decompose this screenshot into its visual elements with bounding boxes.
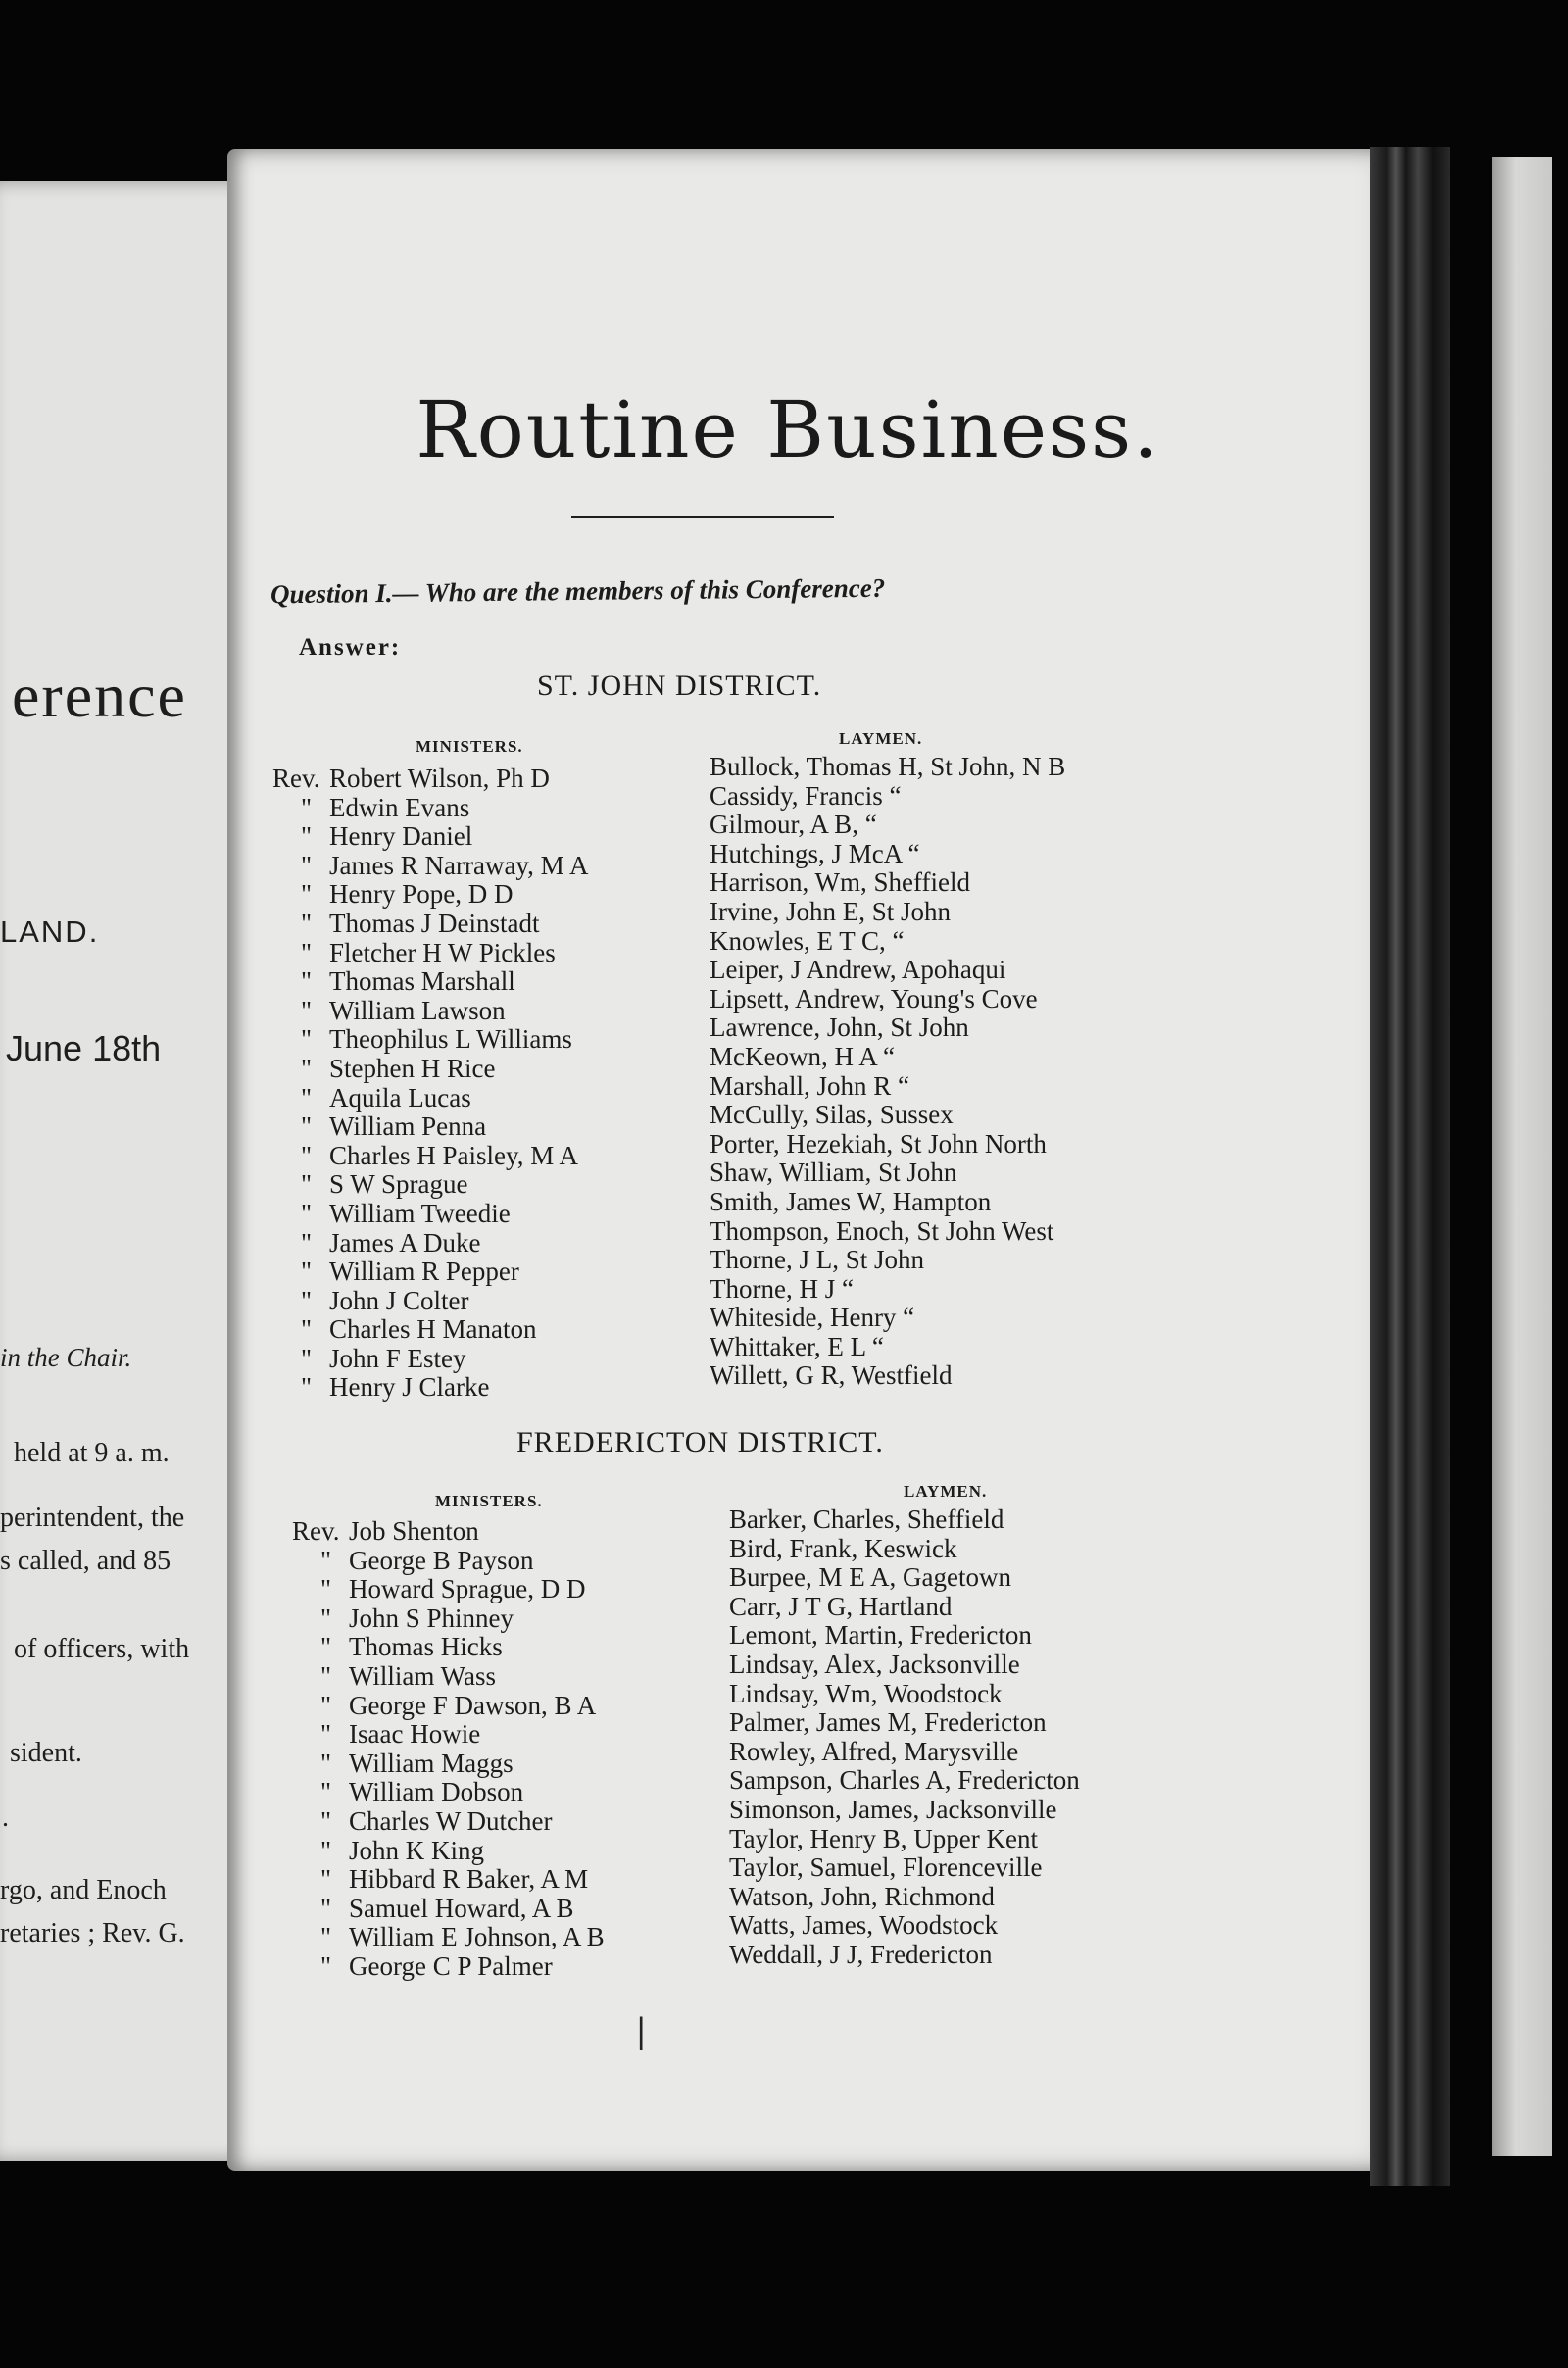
page-mark: | [637,2010,646,2051]
minister-prefix: " [300,1140,312,1170]
minister-row [272,1084,588,1113]
minister-name: Howard Sprague, D D [349,1574,586,1604]
minister-prefix: " [300,1024,312,1055]
minister-name: Hibbard R Baker, A M [349,1864,589,1895]
minister-prefix: " [300,1111,312,1142]
minister-row [292,1895,605,1924]
left-page-line: s called, and 85 [0,1546,172,1576]
minister-row [272,1142,588,1171]
layman-row: Cassidy, Francis “ [710,780,902,811]
left-page-fragment [0,181,257,2161]
minister-row [272,852,588,881]
layman-row: Lindsay, Alex, Jacksonville [729,1649,1020,1679]
layman-row: Lindsay, Wm, Woodstock [729,1678,1003,1708]
minister-prefix: " [300,792,312,822]
minister-row [292,1837,605,1866]
minister-name: Isaac Howie [349,1719,481,1750]
layman-row: McKeown, H A “ [710,1041,895,1071]
minister-prefix: " [319,1719,331,1750]
question-line: Question I.— Who are the members of this Conference? [270,572,886,610]
minister-row [292,1750,605,1779]
layman-row: Leiper, J Andrew, Apohaqui [710,955,1006,985]
left-page-line: retaries ; Rev. G. [0,1918,185,1949]
minister-name: Henry J Clarke [329,1372,490,1403]
minister-prefix: " [300,937,312,967]
minister-name: William R Pepper [329,1257,519,1287]
minister-prefix: " [300,850,312,880]
minister-name: Samuel Howard, A B [349,1893,574,1923]
minister-row [292,1633,605,1662]
minister-name: Thomas Hicks [349,1632,503,1662]
minister-row [292,1923,605,1952]
minister-row [292,1517,605,1547]
left-page-line: held at 9 a. m. [14,1438,170,1468]
layman-row: Lawrence, John, St John [710,1012,969,1043]
minister-name: Aquila Lucas [329,1082,471,1112]
minister-prefix: " [319,1545,331,1575]
minister-row [292,1807,605,1837]
minister-row [272,822,588,852]
minister-name: James A Duke [329,1227,481,1258]
minister-prefix: " [300,1227,312,1258]
minister-name: George F Dawson, B A [349,1690,597,1720]
minister-name: George B Payson [349,1545,534,1575]
minister-prefix: " [319,1805,331,1836]
minister-prefix: " [300,1372,312,1403]
minister-prefix: " [300,1053,312,1083]
minister-row [272,1258,588,1287]
minister-row [272,1315,588,1345]
minister-prefix: Rev. [292,1516,340,1546]
layman-row: Thorne, H J “ [710,1273,854,1304]
minister-prefix: " [319,1660,331,1691]
title-rule [571,516,834,518]
minister-name: John J Colter [329,1285,469,1315]
layman-row: Thorne, J L, St John [710,1245,924,1275]
answer-label: Answer: [299,634,402,661]
minister-row [292,1865,605,1895]
minister-prefix: " [300,879,312,910]
minister-row [292,1952,605,1982]
left-page-date-fragment: June 18th [6,1028,162,1068]
minister-prefix: " [319,1603,331,1633]
minister-row [272,1229,588,1258]
minister-prefix: " [300,1169,312,1200]
minister-prefix: " [319,1690,331,1720]
minister-prefix: " [319,1893,331,1923]
layman-row: Smith, James W, Hampton [710,1186,992,1216]
left-page-line: sident. [10,1738,82,1768]
layman-row: Irvine, John E, St John [710,896,951,926]
minister-prefix: " [319,1835,331,1865]
layman-row: Watts, James, Woodstock [729,1910,999,1941]
layman-row: Whittaker, E L “ [710,1331,884,1361]
minister-name: George C P Palmer [349,1950,553,1981]
minister-name: William Wass [349,1660,496,1691]
minister-prefix: " [319,1748,331,1778]
minister-prefix: Rev. [272,764,320,793]
ministers-header: MINISTERS. [416,737,523,756]
left-page-line: perintendent, the [0,1503,185,1533]
left-page-land-fragment: LAND. [0,914,100,949]
minister-row [272,765,588,794]
page-title: Routine Business. [416,384,1160,475]
minister-name: Charles W Dutcher [349,1805,553,1836]
minister-name: Henry Pope, D D [329,879,514,910]
layman-row: Lipsett, Andrew, Young's Cove [710,983,1038,1013]
minister-prefix: " [300,995,312,1025]
laymen-list-st-john [710,753,1065,1391]
minister-row [292,1778,605,1807]
layman-row: Marshall, John R “ [710,1070,909,1101]
layman-row: Knowles, E T C, “ [710,925,905,956]
minister-name: James R Narraway, M A [329,850,589,880]
minister-row [292,1692,605,1721]
left-page-line: of officers, with [14,1634,190,1664]
laymen-header: LAYMEN. [839,729,923,748]
minister-prefix: " [319,1922,331,1952]
minister-row [272,1112,588,1142]
minister-name: William E Johnson, A B [349,1922,605,1952]
layman-row: Gilmour, A B, “ [710,810,877,840]
minister-name: Thomas Marshall [329,966,515,997]
minister-name: Robert Wilson, Ph D [329,764,550,793]
minister-row [292,1604,605,1634]
minister-row [272,1345,588,1374]
layman-row: Sampson, Charles A, Fredericton [729,1765,1080,1796]
minister-row [272,1373,588,1403]
minister-name: William Maggs [349,1748,514,1778]
minister-name: William Dobson [349,1777,524,1807]
minister-name: Charles H Paisley, M A [329,1140,578,1170]
layman-row: Hutchings, J McA “ [710,838,920,868]
minister-prefix: " [319,1777,331,1807]
minister-row [292,1720,605,1750]
ministers-header: MINISTERS. [435,1492,543,1510]
minister-row [272,1170,588,1200]
minister-prefix: " [319,1950,331,1981]
layman-row: Bullock, Thomas H, St John, N B [710,752,1066,781]
minister-prefix: " [300,1343,312,1373]
layman-row: Taylor, Henry B, Upper Kent [729,1823,1038,1853]
minister-prefix: " [319,1864,331,1895]
minister-row [292,1575,605,1604]
minister-name: William Lawson [329,995,506,1025]
minister-row [272,967,588,997]
district-heading-st-john: ST. JOHN DISTRICT. [537,669,822,702]
minister-row [292,1547,605,1576]
minister-row [272,910,588,939]
left-page-line: . [2,1802,9,1833]
minister-prefix: " [300,1082,312,1112]
minister-name: Charles H Manaton [329,1314,537,1345]
layman-row: Harrison, Wm, Sheffield [710,867,970,898]
minister-prefix: " [300,1285,312,1315]
minister-name: S W Sprague [329,1169,468,1200]
minister-row [272,794,588,823]
layman-row: Barker, Charles, Sheffield [729,1505,1004,1534]
minister-row [272,1025,588,1055]
laymen-list-fredericton [729,1505,1080,1970]
layman-row: Weddall, J J, Fredericton [729,1939,993,1969]
minister-name: Stephen H Rice [329,1053,496,1083]
minister-prefix: " [300,1314,312,1345]
minister-row [272,1055,588,1084]
layman-row: Thompson, Enoch, St John West [710,1215,1054,1246]
minister-row [272,997,588,1026]
minister-prefix: " [300,1198,312,1228]
minister-prefix: " [319,1574,331,1604]
layman-row: Shaw, William, St John [710,1158,957,1188]
ministers-list-fredericton [292,1517,605,1982]
minister-prefix: " [319,1632,331,1662]
minister-row [272,939,588,968]
minister-name: William Tweedie [329,1198,511,1228]
minister-name: John K King [349,1835,485,1865]
minister-prefix: " [300,821,312,852]
minister-prefix: " [300,1257,312,1287]
district-heading-fredericton: FREDERICTON DISTRICT. [516,1426,884,1458]
minister-row [272,1200,588,1229]
layman-row: Porter, Hezekiah, St John North [710,1128,1047,1159]
layman-row: Lemont, Martin, Fredericton [729,1620,1032,1651]
layman-row: Carr, J T G, Hartland [729,1591,953,1621]
layman-row: Watson, John, Richmond [729,1881,995,1911]
minister-name: William Penna [329,1111,487,1142]
layman-row: Palmer, James M, Fredericton [729,1707,1047,1738]
minister-row [292,1662,605,1692]
layman-row: Burpee, M E A, Gagetown [729,1562,1011,1593]
layman-row: Simonson, James, Jacksonville [729,1794,1057,1824]
minister-name: Edwin Evans [329,792,470,822]
layman-row: Whiteside, Henry “ [710,1303,915,1333]
minister-name: Theophilus L Williams [329,1024,572,1055]
layman-row: Bird, Frank, Keswick [729,1533,957,1563]
left-page-chair-fragment: in the Chair. [0,1343,132,1372]
layman-row: Rowley, Alfred, Marysville [729,1736,1019,1766]
minister-name: Job Shenton [349,1516,479,1546]
layman-row: Willett, G R, Westfield [710,1360,953,1391]
left-page-line: rgo, and Enoch [0,1875,167,1905]
left-page-title-fragment: erence [12,661,187,730]
ministers-list-st-john [272,765,588,1403]
minister-prefix: " [300,966,312,997]
minister-name: Thomas J Deinstadt [329,908,540,938]
minister-prefix: " [300,908,312,938]
minister-row [272,880,588,910]
laymen-header: LAYMEN. [904,1482,988,1501]
minister-name: John S Phinney [349,1603,514,1633]
layman-row: McCully, Silas, Sussex [710,1100,954,1130]
layman-row: Taylor, Samuel, Florenceville [729,1852,1043,1883]
minister-row [272,1287,588,1316]
minister-name: Fletcher H W Pickles [329,937,556,967]
minister-name: John F Estey [329,1343,466,1373]
minister-name: Henry Daniel [329,821,473,852]
